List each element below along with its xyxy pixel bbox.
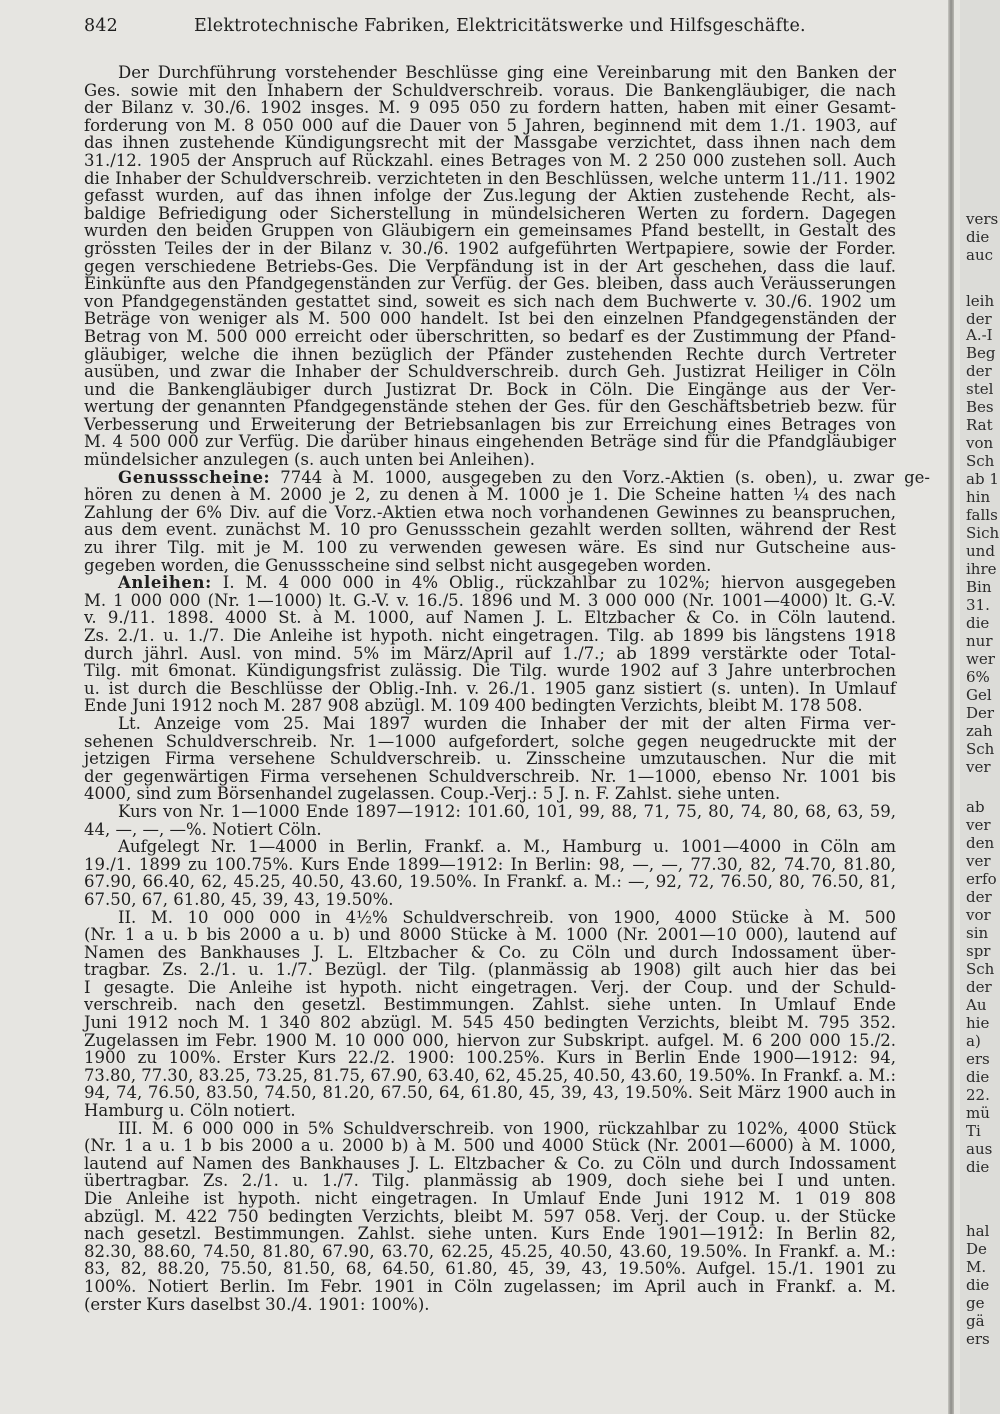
paragraph bbox=[84, 1120, 896, 1314]
text-line bbox=[84, 909, 896, 927]
line-text: Tilg. mit 6monat. Kündigungsfrist zulässig. Die Tilg. wurde 1902 auf 3 Jahre unterbrochen bbox=[84, 661, 896, 681]
paragraph bbox=[84, 574, 896, 715]
adjacent-page-fragment: vers bbox=[966, 210, 999, 228]
text-line bbox=[84, 1172, 896, 1190]
adjacent-page-fragment: 22. bbox=[966, 1086, 990, 1104]
paragraph bbox=[84, 64, 896, 469]
text-line bbox=[84, 891, 896, 909]
adjacent-page-fragment: ab 1 bbox=[966, 470, 999, 488]
line-text: Betrag von M. 500 000 erreicht oder überschritten, so bedarf es der Zustimmung der Pfand- bbox=[84, 326, 896, 346]
adjacent-page-fragment: Beg bbox=[966, 344, 996, 362]
line-text: der gegenwärtigen Firma versehenen Schuldverschreib. Nr. 1—1000, ebenso Nr. 1001 bis bbox=[84, 766, 896, 786]
line-text: tragbar. Zs. 2./1. u. 1./7. Bezügl. der Tilg. (planmässig ab 1908) gilt auch hier das bei bbox=[84, 960, 896, 980]
text-line bbox=[84, 205, 896, 223]
text-line bbox=[84, 398, 896, 416]
line-text: lautend auf Namen des Bankhauses J. L. Eltzbacher & Co. zu Cöln und durch Indossament bbox=[84, 1153, 896, 1173]
text-line bbox=[84, 873, 896, 891]
line-text: Zs. 2./1. u. 1./7. Die Anleihe ist hypoth. nicht eingetragen. Tilg. ab 1899 bis längstens 1918 bbox=[84, 626, 896, 645]
line-text: sehenen Schuldverschreib. Nr. 1—1000 aufgefordert, solche gegen neugedruckte mit der bbox=[84, 731, 896, 751]
text-line bbox=[84, 1102, 896, 1120]
adjacent-page-fragment: auc bbox=[966, 246, 994, 264]
line-text: wurden den beiden Gruppen von Gläubigern ein gemeinsames Pfand bestellt, in Gestalt des bbox=[84, 221, 896, 241]
adjacent-page-fragment: spr bbox=[966, 942, 991, 960]
line-text: das ihnen zustehende Kündigungsrecht mit der Massgabe verzichtet, dass ihnen nach dem bbox=[84, 133, 896, 153]
line-text: die Inhaber der Schuldverschreib. verzichteten in den Beschlüssen, welche unterm 11./11. 1902 bbox=[84, 168, 896, 188]
line-text: gegeben worden, die Genussscheine sind selbst nicht ausgegeben worden. bbox=[84, 555, 712, 575]
text-line bbox=[84, 557, 896, 575]
text-line bbox=[84, 504, 896, 522]
text-line bbox=[84, 627, 896, 645]
adjacent-page-fragment: Bin bbox=[966, 578, 992, 596]
line-text: Ende Juni 1912 noch M. 287 908 abzügl. M. 109 400 bedingten Verzichts, bleibt M. 178 508. bbox=[84, 696, 863, 716]
line-text: u. ist durch die Beschlüsse der Oblig.-Inh. v. 26./1. 1905 ganz sistiert (s. unten). In Umlauf bbox=[84, 678, 896, 698]
line-text: Lt. Anzeige vom 25. Mai 1897 wurden die Inhaber der mit der alten Firma ver- bbox=[118, 713, 896, 733]
adjacent-page-fragment: und bbox=[966, 542, 995, 560]
paragraph bbox=[84, 909, 896, 1120]
line-text: 82.30, 88.60, 74.50, 81.80, 67.90, 63.70, 62.25, 45.25, 40.50, 43.60, 19.50%. In Frankf. a. M.: bbox=[84, 1241, 896, 1261]
adjacent-page-fragment: hal bbox=[966, 1222, 990, 1240]
adjacent-page-fragment: 31. bbox=[966, 596, 990, 614]
adjacent-page-fragment: der bbox=[966, 310, 992, 328]
line-text: durch jährl. Ausl. von mind. 5% im März/April auf 1./7.; ab 1899 verstärkte oder Total- bbox=[84, 643, 896, 663]
text-line bbox=[84, 117, 896, 135]
text-line bbox=[84, 346, 896, 364]
line-text: 7744 à M. 1000, ausgegeben zu den Vorz.-Aktien (s. oben), u. zwar ge- bbox=[280, 467, 930, 487]
line-text: Beträge von weniger als M. 500 000 handelt. Ist bei den einzelnen Pfandgegenständen der bbox=[84, 309, 896, 329]
text-line bbox=[84, 609, 896, 627]
line-text: Verbesserung und Erweiterung der Betriebsanlagen bis zur Erreichung eines Betrages von bbox=[84, 414, 896, 434]
text-line bbox=[84, 645, 896, 663]
adjacent-page-fragment: hin bbox=[966, 488, 991, 506]
text-line bbox=[84, 1243, 896, 1261]
adjacent-page-fragment: die bbox=[966, 1158, 990, 1176]
line-text: grössten Teiles der in der Bilanz v. 30./6. 1902 aufgeführten Wertpapiere, sowie der Forder. bbox=[84, 238, 896, 258]
line-text: I gesagte. Die Anleihe ist hypoth. nicht eingetragen. Verj. der Coup. und der Schuld- bbox=[84, 977, 896, 997]
text-line bbox=[84, 82, 896, 100]
text-line bbox=[84, 856, 896, 874]
text-line bbox=[84, 715, 896, 733]
line-text: mündelsicher anzulegen (s. auch unten bei Anleihen). bbox=[84, 450, 535, 470]
text-line bbox=[84, 64, 896, 82]
text-line bbox=[84, 258, 896, 276]
text-line bbox=[84, 1296, 896, 1314]
text-line bbox=[84, 1014, 896, 1032]
text-line bbox=[84, 469, 930, 487]
adjacent-page-fragment: A.-I bbox=[966, 326, 993, 344]
text-line bbox=[84, 1155, 896, 1173]
adjacent-page-fragment: ver bbox=[966, 816, 991, 834]
text-line bbox=[84, 416, 896, 434]
text-line bbox=[84, 750, 896, 768]
text-line bbox=[84, 451, 896, 469]
adjacent-page-fragment: Sch bbox=[966, 740, 995, 758]
line-text: zu ihrer Tilg. mit je M. 100 zu verwenden gewesen wäre. Es sind nur Gutscheine aus- bbox=[84, 538, 896, 558]
line-text: M. 1 000 000 (Nr. 1—1000) lt. G.-V. v. 16./5. 1896 und M. 3 000 000 (Nr. 1001—4000) lt. G.-V. bbox=[84, 590, 896, 610]
line-text: 73.80, 77.30, 83.25, 73.25, 81.75, 67.90, 63.40, 62, 45.25, 40.50, 43.60, 19.50%. In Frankf. a. M.: bbox=[84, 1065, 896, 1085]
adjacent-page-fragment: Sch bbox=[966, 452, 995, 470]
line-text: nach gesetzl. Bestimmungen. Zahlst. siehe unten. Kurs Ende 1901—1912: In Berlin 82, bbox=[84, 1224, 896, 1244]
text-line bbox=[84, 1260, 896, 1278]
adjacent-page-fragment: hie bbox=[966, 1014, 990, 1032]
text-line bbox=[84, 768, 896, 786]
adjacent-page-fragment: gä bbox=[966, 1312, 985, 1330]
adjacent-page-fragment: Bes bbox=[966, 398, 994, 416]
adjacent-page-fragment: die bbox=[966, 1068, 990, 1086]
line-text: der Bilanz v. 30./6. 1902 insges. M. 9 095 050 zu fordern hatten, haben mit einer Gesamt- bbox=[84, 98, 896, 118]
line-text: (erster Kurs daselbst 30./4. 1901: 100%). bbox=[84, 1294, 430, 1314]
adjacent-page-fragment: a) bbox=[966, 1032, 981, 1050]
adjacent-page-fragment: ver bbox=[966, 852, 991, 870]
adjacent-page-fragment: vor bbox=[966, 906, 991, 924]
adjacent-page-fragment: die bbox=[966, 1276, 990, 1294]
line-text: 31./12. 1905 der Anspruch auf Rückzahl. eines Betrages von M. 2 250 000 zustehen soll. Auch bbox=[84, 150, 896, 170]
adjacent-page-strip bbox=[962, 0, 1000, 1414]
adjacent-page-fragment: ver bbox=[966, 758, 991, 776]
book-spine bbox=[948, 0, 954, 1414]
text-line bbox=[84, 733, 896, 751]
text-line bbox=[84, 152, 896, 170]
line-text: verschreib. nach den gesetzl. Bestimmungen. Zahlst. siehe unten. In Umlauf Ende bbox=[84, 995, 896, 1015]
section-label: Genussscheine: bbox=[117, 467, 271, 487]
text-line bbox=[84, 1084, 896, 1102]
text-line bbox=[84, 944, 896, 962]
adjacent-page-fragment: ab bbox=[966, 798, 985, 816]
line-text: abzügl. M. 422 750 bedingten Verzichts, bleibt M. 597 058. Verj. der Coup. u. der Stücke bbox=[84, 1206, 896, 1226]
line-text: hören zu denen à M. 2000 je 2, zu denen à M. 1000 je 1. Die Scheine hatten ¼ des nach bbox=[84, 485, 896, 505]
line-text: ausüben, und zwar die Inhaber der Schuldverschreib. durch Geh. Justizrat Heiliger in Cöln bbox=[84, 362, 896, 382]
text-line bbox=[84, 961, 896, 979]
text-line bbox=[84, 979, 896, 997]
text-line bbox=[84, 680, 896, 698]
text-line bbox=[84, 433, 896, 451]
text-line bbox=[84, 275, 896, 293]
adjacent-page-fragment: falls bbox=[966, 506, 998, 524]
adjacent-page-fragment: aus bbox=[966, 1140, 993, 1158]
text-line bbox=[84, 134, 896, 152]
line-text: übertragbar. Zs. 2./1. u. 1./7. Tilg. planmässig ab 1909, doch siehe bei I und unten. bbox=[84, 1171, 896, 1191]
adjacent-page-fragment: der bbox=[966, 978, 992, 996]
text-line bbox=[84, 1120, 896, 1138]
adjacent-page-fragment: leih bbox=[966, 292, 995, 310]
line-text: wertung der genannten Pfandgegenstände stehen der Ges. für den Geschäftsbetrieb bezw. für bbox=[84, 397, 896, 417]
line-text: gegen verschiedene Betriebs-Ges. Die Verpfändung ist in der Art geschehen, dass die lauf. bbox=[84, 256, 896, 276]
line-text: (Nr. 1 a u. 1 b bis 2000 a u. 2000 b) à M. 500 und 4000 Stück (Nr. 2001—6000) à M. 1000, bbox=[84, 1136, 896, 1156]
line-text: Zugelassen im Febr. 1900 M. 10 000 000, hiervon zur Subskript. aufgel. M. 6 200 000 15./2. bbox=[84, 1030, 896, 1050]
line-text: 19./1. 1899 zu 100.75%. Kurs Ende 1899—1912: In Berlin: 98, —, —, 77.30, 82, 74.70, 81.80, bbox=[84, 854, 896, 874]
text-line bbox=[84, 170, 896, 188]
line-text: 67.90, 66.40, 62, 45.25, 40.50, 43.60, 19.50%. In Frankf. a. M.: —, 92, 72, 76.50, 80, 76.50, 81, bbox=[84, 872, 896, 892]
line-text: gefasst wurden, auf das ihnen infolge der Zus.legung der Aktien zustehende Recht, als- bbox=[84, 186, 896, 206]
line-text: Ges. sowie mit den Inhabern der Schuldverschreib. voraus. Die Bankengläubiger, die nach bbox=[84, 80, 896, 100]
adjacent-page-fragment: Rat bbox=[966, 416, 993, 434]
adjacent-page-fragment: die bbox=[966, 228, 990, 246]
text-line bbox=[84, 310, 896, 328]
text-line bbox=[84, 293, 896, 311]
line-text: Einkünfte aus den Pfandgegenständen zur Verfüg. der Ges. bleiben, dass auch Veräusserungen bbox=[84, 274, 896, 294]
text-line bbox=[84, 1032, 896, 1050]
text-line bbox=[84, 381, 896, 399]
page-number: 842 bbox=[84, 16, 119, 36]
line-text: 94, 74, 76.50, 83.50, 74.50, 81.20, 67.50, 64, 61.80, 45, 39, 43, 19.50%. Seit März 1900 auch in bbox=[84, 1083, 896, 1103]
adjacent-page-fragment: stel bbox=[966, 380, 994, 398]
line-text: M. 4 500 000 zur Verfüg. Die darüber hinaus eingehenden Beträge sind für die Pfandgläubiger bbox=[84, 432, 896, 452]
text-line bbox=[84, 574, 896, 592]
line-text: 100%. Notiert Berlin. Im Febr. 1901 in Cöln zugelassen; im April auch in Frankf. a. M. bbox=[84, 1276, 896, 1296]
text-line bbox=[84, 996, 896, 1014]
text-line bbox=[84, 803, 896, 821]
text-line bbox=[84, 328, 896, 346]
line-text: und die Bankengläubiger durch Justizrat Dr. Bock in Cöln. Die Eingänge aus der Ver- bbox=[84, 379, 896, 399]
adjacent-page-fragment: nur bbox=[966, 632, 993, 650]
text-line bbox=[84, 486, 896, 504]
line-text: Hamburg u. Cöln notiert. bbox=[84, 1101, 296, 1121]
line-text: (Nr. 1 a u. b bis 2000 a u. b) und 8000 Stücke à M. 1000 (Nr. 2001—10 000), lautend auf bbox=[84, 925, 896, 945]
line-text: 44, —, —, —%. Notiert Cöln. bbox=[84, 819, 322, 839]
adjacent-page-fragment: Ti bbox=[966, 1122, 981, 1140]
line-text: gläubiger, welche die ihnen bezüglich der Pfänder zustehenden Rechte durch Vertreter bbox=[84, 344, 896, 364]
line-text: Kurs von Nr. 1—1000 Ende 1897—1912: 101.60, 101, 99, 88, 71, 75, 80, 74, 80, 68, 63, 59, bbox=[118, 801, 896, 821]
text-line bbox=[84, 222, 896, 240]
adjacent-page-fragment: Sich bbox=[966, 524, 1000, 542]
paragraph bbox=[84, 838, 896, 908]
line-text: 67.50, 67, 61.80, 45, 39, 43, 19.50%. bbox=[84, 889, 394, 909]
section-label: Anleihen: bbox=[118, 573, 212, 593]
text-line bbox=[84, 926, 896, 944]
adjacent-page-fragment: wer bbox=[966, 650, 995, 668]
line-text: aus dem event. zunächst M. 10 pro Genussschein gezahlt werden sollten, während der Rest bbox=[84, 520, 896, 540]
adjacent-page-fragment: mü bbox=[966, 1104, 990, 1122]
adjacent-page-fragment: der bbox=[966, 888, 992, 906]
text-line bbox=[84, 838, 896, 856]
text-line bbox=[84, 1225, 896, 1243]
text-line bbox=[84, 662, 896, 680]
text-line bbox=[84, 821, 896, 839]
paragraph bbox=[84, 715, 896, 803]
text-line bbox=[84, 1067, 896, 1085]
paragraph bbox=[84, 467, 930, 575]
line-text: Aufgelegt Nr. 1—4000 in Berlin, Frankf. a. M., Hamburg u. 1001—4000 in Cöln am bbox=[118, 837, 896, 857]
page-header bbox=[84, 16, 954, 44]
adjacent-page-fragment: die bbox=[966, 614, 990, 632]
text-line bbox=[84, 1137, 896, 1155]
text-line bbox=[84, 697, 896, 715]
text-line bbox=[84, 1278, 896, 1296]
text-line bbox=[84, 363, 896, 381]
adjacent-page-fragment: 6% bbox=[966, 668, 990, 686]
text-line bbox=[84, 1190, 896, 1208]
line-text: 1900 zu 100%. Erster Kurs 22./2. 1900: 100.25%. Kurs in Berlin Ende 1900—1912: 94, bbox=[84, 1048, 896, 1068]
adjacent-page-fragment: sin bbox=[966, 924, 989, 942]
line-text: Namen des Bankhauses J. L. Eltzbacher & Co. zu Cöln und durch Indossament über- bbox=[84, 942, 896, 962]
line-text: Der Durchführung vorstehender Beschlüsse ging eine Vereinbarung mit den Banken der bbox=[118, 63, 896, 82]
adjacent-page-fragment: von bbox=[966, 434, 994, 452]
paragraph bbox=[84, 803, 896, 838]
adjacent-page-fragment: Gel bbox=[966, 686, 992, 704]
adjacent-page-fragment: ers bbox=[966, 1330, 990, 1348]
adjacent-page-fragment: ihre bbox=[966, 560, 997, 578]
text-line bbox=[84, 187, 896, 205]
line-text: Juni 1912 noch M. 1 340 802 abzügl. M. 545 450 bedingten Verzichts, bleibt M. 795 352. bbox=[84, 1013, 896, 1033]
text-line bbox=[84, 785, 896, 803]
adjacent-page-fragment: der bbox=[966, 362, 992, 380]
adjacent-page-fragment: ge bbox=[966, 1294, 985, 1312]
running-head: Elektrotechnische Fabriken, Elektricitätswerke und Hilfsgeschäfte. bbox=[194, 16, 806, 36]
adjacent-page-fragment: Der bbox=[966, 704, 995, 722]
line-text: baldige Befriedigung oder Sicherstellung in mündelsicheren Werten zu fordern. Dagegen bbox=[84, 203, 896, 223]
line-text: von Pfandgegenständen gestattet sind, soweit es sich nach dem Buchwerte v. 30./6. 1902 um bbox=[84, 291, 896, 311]
line-text: III. M. 6 000 000 in 5% Schuldverschreib. von 1900, rückzahlbar zu 102%, 4000 Stück bbox=[118, 1118, 896, 1138]
line-text: v. 9./11. 1898. 4000 St. à M. 1000, auf Namen J. L. Eltzbacher & Co. in Cöln lautend. bbox=[84, 608, 896, 628]
line-text: forderung von M. 8 050 000 auf die Dauer von 5 Jahren, beginnend mit dem 1./1. 1903, auf bbox=[84, 115, 896, 135]
line-text: II. M. 10 000 000 in 4½% Schuldverschreib. von 1900, 4000 Stücke à M. 500 bbox=[118, 907, 896, 927]
text-line bbox=[84, 592, 896, 610]
text-line bbox=[84, 1049, 896, 1067]
adjacent-page-fragment: De bbox=[966, 1240, 987, 1258]
adjacent-page-fragment: den bbox=[966, 834, 995, 852]
body-text bbox=[84, 63, 930, 1314]
line-text: 4000, sind zum Börsenhandel zugelassen. Coup.-Verj.: 5 J. n. F. Zahlst. siehe unten. bbox=[84, 784, 781, 804]
adjacent-page-fragment: Au bbox=[966, 996, 987, 1014]
line-text: Zahlung der 6% Div. auf die Vorz.-Aktien etwa noch vorhandenen Gewinnes zu beanspruchen, bbox=[84, 502, 896, 522]
adjacent-page-fragment: Sch bbox=[966, 960, 995, 978]
line-text: Die Anleihe ist hypoth. nicht eingetragen. In Umlauf Ende Juni 1912 M. 1 019 808 bbox=[84, 1189, 896, 1208]
adjacent-page-fragment: erfo bbox=[966, 870, 997, 888]
line-text: jetzigen Firma versehene Schuldverschreib. u. Zinsscheine umzutauschen. Nur die mit bbox=[84, 749, 896, 769]
line-text: 83, 82, 88.20, 75.50, 81.50, 68, 64.50, 61.80, 45, 39, 43, 19.50%. Aufgel. 15./1. 1901 zu bbox=[84, 1259, 896, 1279]
text-line bbox=[84, 521, 896, 539]
line-text: I. M. 4 000 000 in 4% Oblig., rückzahlbar zu 102%; hiervon ausgegeben bbox=[222, 573, 896, 593]
adjacent-page-fragment: M. bbox=[966, 1258, 987, 1276]
text-line bbox=[84, 99, 896, 117]
adjacent-page-fragment: zah bbox=[966, 722, 993, 740]
text-line bbox=[84, 539, 896, 557]
text-line bbox=[84, 240, 896, 258]
adjacent-page-fragment: ers bbox=[966, 1050, 990, 1068]
text-line bbox=[84, 1208, 896, 1226]
